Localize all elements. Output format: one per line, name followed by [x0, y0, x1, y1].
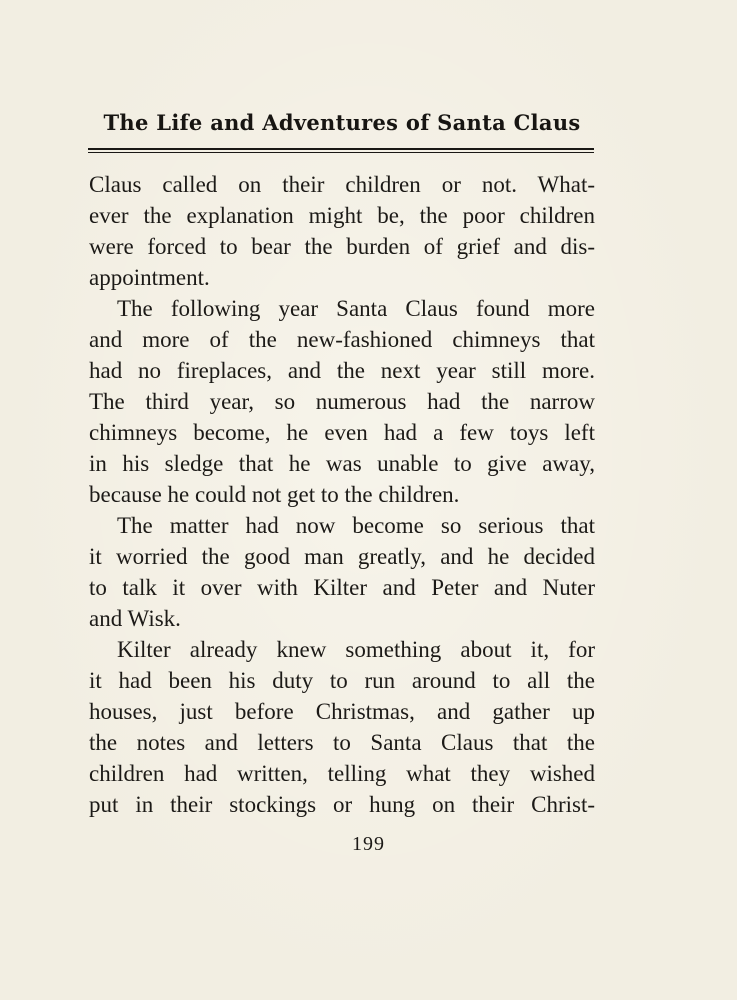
text-line: Claus called on their children or not. What-: [89, 172, 595, 197]
text-line: ever the explanation might be, the poor children: [89, 203, 595, 228]
text-line: the notes and letters to Santa Claus that the: [89, 730, 595, 755]
text-line: The third year, so numerous had the narrow: [89, 389, 595, 414]
text-line: put in their stockings or hung on their Christ-: [89, 792, 595, 817]
text-line: The matter had now become so serious that: [117, 513, 595, 538]
text-line: because he could not get to the children.: [89, 482, 460, 507]
running-head: The Life and Adventures of Santa Claus: [103, 110, 581, 135]
text-line: appointment.: [89, 265, 210, 290]
header-rule-thin: [88, 152, 594, 153]
text-line: had no fireplaces, and the next year still more.: [89, 358, 595, 383]
header-rule-thick: [88, 148, 594, 150]
text-line: it worried the good man greatly, and he decided: [89, 544, 595, 569]
text-line: to talk it over with Kilter and Peter and Nuter: [89, 575, 595, 600]
text-line: houses, just before Christmas, and gather up: [89, 699, 595, 724]
page-number: 199: [352, 833, 385, 855]
text-line: were forced to bear the burden of grief and dis-: [89, 234, 595, 259]
body-text: [89, 169, 595, 820]
text-line: and more of the new-fashioned chimneys that: [89, 327, 595, 352]
text-line: chimneys become, he even had a few toys left: [89, 420, 595, 445]
text-line: children had written, telling what they wished: [89, 761, 595, 786]
text-line: and Wisk.: [89, 606, 181, 631]
text-line: Kilter already knew something about it, for: [117, 637, 595, 662]
text-line: it had been his duty to run around to all the: [89, 668, 595, 693]
text-line: The following year Santa Claus found more: [117, 296, 595, 321]
text-line: in his sledge that he was unable to give away,: [89, 451, 595, 476]
